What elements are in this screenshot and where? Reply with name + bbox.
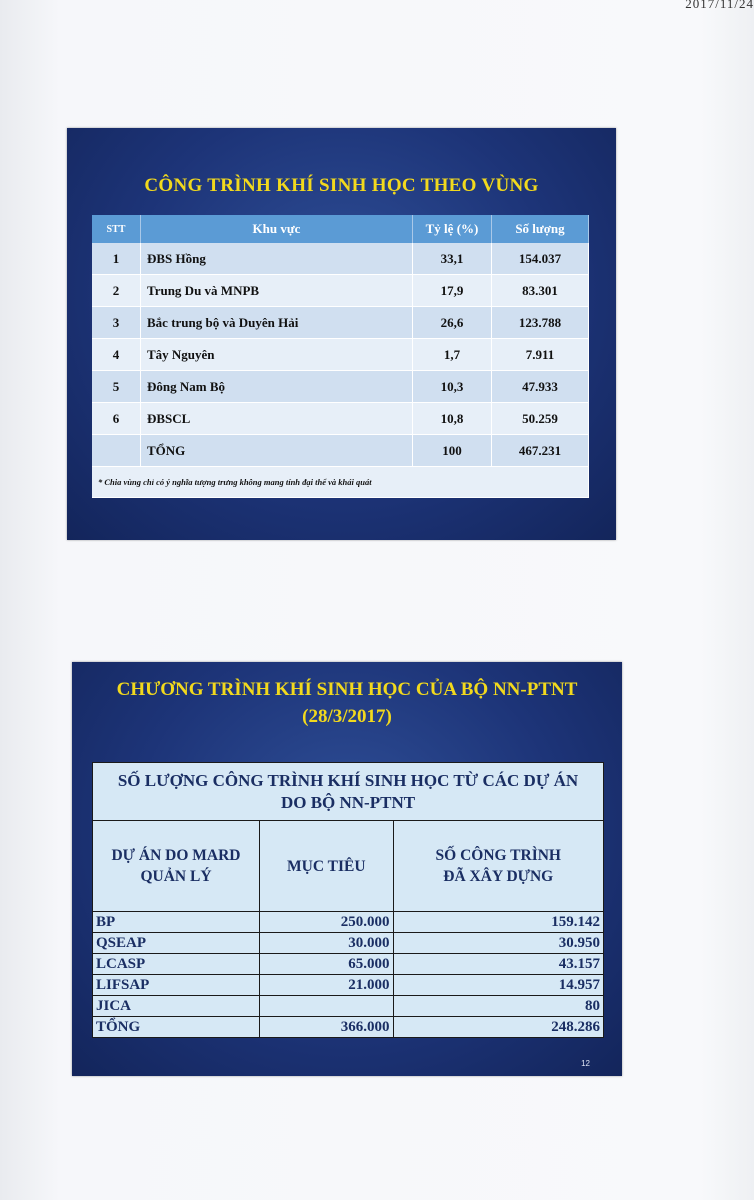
col-quantity: Số lượng [492, 215, 589, 243]
cell-stt: 6 [92, 403, 141, 435]
cell-quantity: 7.911 [492, 339, 589, 371]
cell-region: Đông Nam Bộ [141, 371, 413, 403]
cell-quantity: 83.301 [492, 275, 589, 307]
cell-quantity: 154.037 [492, 243, 589, 275]
table-row [92, 371, 589, 403]
cell-region: ĐBS Hồng [141, 243, 413, 275]
table-total-row [92, 435, 589, 467]
cell-stt: 5 [92, 371, 141, 403]
col-built [393, 821, 603, 912]
cell-built: 159.142 [393, 912, 603, 933]
slide-date: (28/3/2017) [302, 706, 392, 727]
cell-quantity: 50.259 [492, 403, 589, 435]
table-row [92, 307, 589, 339]
col-target: MỤC TIÊU [260, 821, 394, 912]
col-stt: STT [92, 215, 141, 243]
cell-built: 14.957 [393, 975, 603, 996]
cell-target [260, 996, 394, 1017]
table-row [92, 243, 589, 275]
cell-stt: 3 [92, 307, 141, 339]
projects-table-box [92, 762, 604, 1038]
cell-region: Tây Nguyên [141, 339, 413, 371]
cell-rate: 26,6 [413, 307, 492, 339]
table-caption [92, 762, 604, 820]
col-project [93, 821, 260, 912]
table-row [92, 403, 589, 435]
table-row [92, 275, 589, 307]
cell-quantity: 47.933 [492, 371, 589, 403]
cell-project: LCASP [93, 954, 260, 975]
table-row [93, 912, 604, 933]
cell-stt: 4 [92, 339, 141, 371]
region-table [92, 215, 589, 498]
cell-built: 30.950 [393, 933, 603, 954]
table-header-row [93, 821, 604, 912]
slide-number: 12 [581, 1059, 590, 1068]
col-project-line2: QUẢN LÝ [140, 868, 212, 885]
projects-table [92, 820, 604, 1038]
table-caption-line1: SỐ LƯỢNG CÔNG TRÌNH KHÍ SINH HỌC TỪ CÁC DỰ ÁN [117, 771, 579, 790]
table-row [93, 975, 604, 996]
table-row [93, 954, 604, 975]
col-region: Khu vực [141, 215, 413, 243]
cell-target: 65.000 [260, 954, 394, 975]
cell-built: 80 [393, 996, 603, 1017]
cell-project: BP [93, 912, 260, 933]
cell-total-target: 366.000 [260, 1017, 394, 1038]
cell-built: 43.157 [393, 954, 603, 975]
cell-total-built: 248.286 [393, 1017, 603, 1038]
cell-stt: 1 [92, 243, 141, 275]
table-row [93, 933, 604, 954]
cell-rate: 10,3 [413, 371, 492, 403]
cell-project: QSEAP [93, 933, 260, 954]
cell-rate: 33,1 [413, 243, 492, 275]
col-project-line1: DỰ ÁN DO MARD [111, 847, 241, 864]
table-header-row [92, 215, 589, 243]
cell-total-quantity: 467.231 [492, 435, 589, 467]
cell-rate: 1,7 [413, 339, 492, 371]
cell-target: 250.000 [260, 912, 394, 933]
cell-stt-empty [92, 435, 141, 467]
table-row [92, 339, 589, 371]
cell-target: 21.000 [260, 975, 394, 996]
print-date: 2017/11/24 [685, 0, 754, 11]
cell-total-label: TỔNG [93, 1017, 260, 1038]
cell-project: JICA [93, 996, 260, 1017]
cell-project: LIFSAP [93, 975, 260, 996]
cell-rate: 10,8 [413, 403, 492, 435]
cell-region: Trung Du và MNPB [141, 275, 413, 307]
table-row [93, 996, 604, 1017]
col-built-line1: SỐ CÔNG TRÌNH [435, 847, 561, 864]
cell-rate: 17,9 [413, 275, 492, 307]
cell-total-label: TỔNG [141, 435, 413, 467]
slide-title: CÔNG TRÌNH KHÍ SINH HỌC THEO VÙNG [144, 175, 539, 196]
col-rate: Tỷ lệ (%) [413, 215, 492, 243]
cell-region: Bắc trung bộ và Duyên Hải [141, 307, 413, 339]
table-note-row [92, 467, 589, 498]
cell-stt: 2 [92, 275, 141, 307]
table-total-row [93, 1017, 604, 1038]
cell-target: 30.000 [260, 933, 394, 954]
slide-title: CHƯƠNG TRÌNH KHÍ SINH HỌC CỦA BỘ NN-PTNT [116, 679, 578, 700]
col-built-line2: ĐÃ XÂY DỰNG [443, 868, 554, 885]
cell-quantity: 123.788 [492, 307, 589, 339]
table-caption-line2: DO BỘ NN-PTNT [280, 793, 416, 812]
slide-mard-program [72, 662, 622, 1076]
cell-total-rate: 100 [413, 435, 492, 467]
cell-region: ĐBSCL [141, 403, 413, 435]
table-footnote: * Chia vùng chỉ có ý nghĩa tượng trưng không mang tính đại thể và khái quát [92, 467, 589, 498]
